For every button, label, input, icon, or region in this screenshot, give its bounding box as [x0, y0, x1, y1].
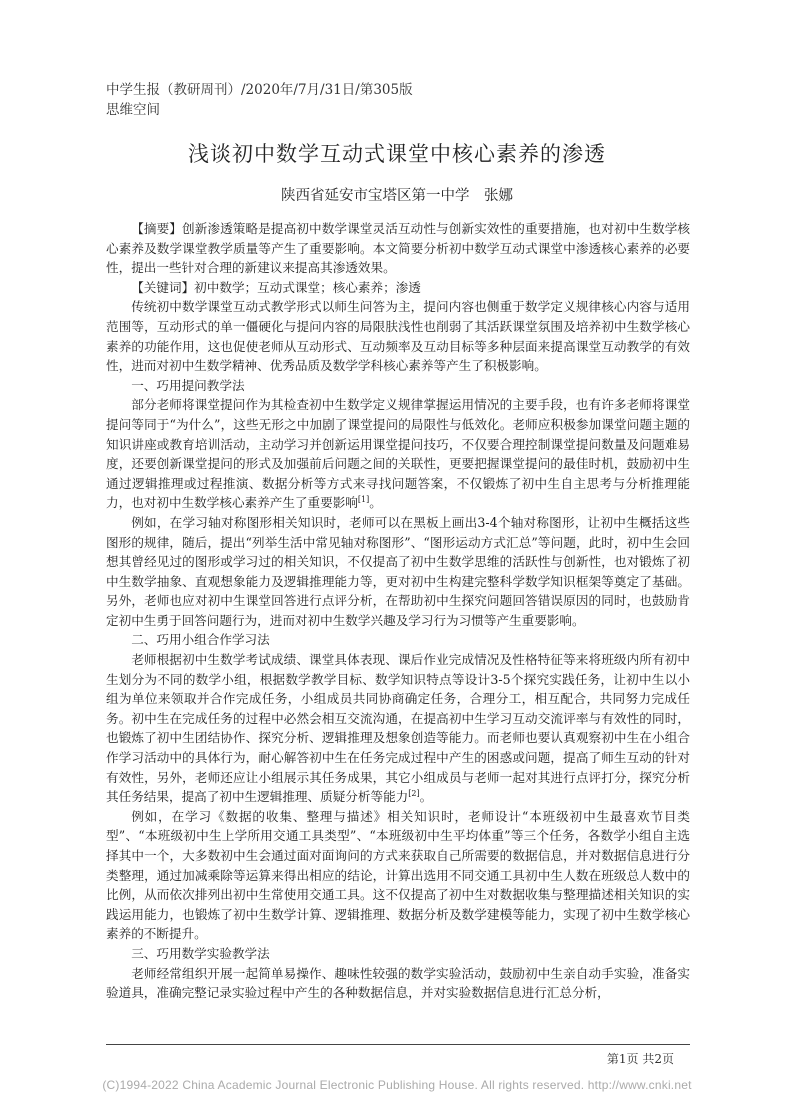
column-name: 思维空间: [106, 102, 160, 118]
paragraph-end: 。: [369, 495, 382, 511]
section-heading: 二、巧用小组合作学习法: [131, 632, 270, 648]
section-heading: 三、巧用数学实验教学法: [131, 945, 270, 961]
article-body: [106, 219, 690, 1003]
keywords: 【关键词】初中数学；互动式课堂；核心素养；渗透: [131, 279, 421, 295]
intro-paragraph: 传统初中数学课堂互动式教学形式以师生问答为主，提问内容也侧重于数学定义规律核心内容与适用范围等，互动形式的单一僵硬化与提问内容的局限肤浅性也削弱了其活跃课堂氛围及培养初中生数学核心素养的功能作用，这也促使老师从互动形式、互动频率及互动目标等多种层面来提高课堂互动教学的有效性，进而对初中生数学精神、优秀品质及数学学科核心素养等产生了积极影响。: [106, 299, 690, 374]
article-title: 浅谈初中数学互动式课堂中核心素养的渗透: [188, 142, 606, 166]
paragraph: 例如，在学习《数据的收集、整理与描述》相关知识时，老师设计“本班级初中生最喜欢节目类型”、“本班级初中生上学所用交通工具类型”、“本班级初中生平均体重”等三个任务，各数学小组自主选择其中一个，大多数初中生会通过面对面询问的方式来获取自己所需要的数据信息，并对数据信息进行分类整理，通过加减乘除等运算来得出相应的结论，计算出选用不同交通工具初中生人数在班级总人数中的比例，从而依次排列出初中生常使用交通工具。这不仅提高了初中生对数据收集与整理描述相关知识的实践运用能力，也锻炼了初中生数学计算、逻辑推理、数据分析及数学建模等能力，实现了初中生数学核心素养的不断提升。: [106, 808, 690, 942]
abstract: 【摘要】创新渗透策略是提高初中数学课堂灵活互动性与创新实效性的重要措施，也对初中生数学核心素养及数学课堂教学质量等产生了重要影响。本文简要分析初中数学互动式课堂中渗透核心素养的必要性，提出一些针对合理的新建议来提高其渗透效果。: [106, 221, 690, 276]
paragraph: 老师经常组织开展一起简单易操作、趣味性较强的数学实验活动，鼓励初中生亲自动手实验，准备实验道具，准确完整记录实验过程中产生的各种数据信息，并对实验数据信息进行汇总分析，: [106, 965, 690, 1001]
footer-divider: [106, 1044, 690, 1045]
paragraph: [106, 395, 690, 513]
paragraph-text: 老师根据初中生数学考试成绩、课堂具体表现、课后作业完成情况及性格特征等来将班级内所有初中生划分为不同的数学小组，根据数学教学目标、数学知识特点等设计3-5个探究实践任务，让初中生以小组为单位来领取并合作完成任务，小组成员共同协商确定任务，合理分工，相互配合，共同努力完成任务。初中生在完成任务的过程中必然会相互交流沟通，在提高初中生学习互动交流评率与有效性的同时，也锻炼了初中生团结协作、探究分析、逻辑推理及想象创造等能力。而老师也要认真观察初中生在小组合作学习活动中的具体行为，耐心解答初中生在任务完成过程中产生的困惑或问题，提高了师生互动的针对有效性，另外，老师还应让小组展示其任务成果，其它小组成员与老师一起对其进行点评打分，探究分析其任务结果，提高了初中生逻辑推理、质疑分析等能力: [106, 652, 690, 805]
author-line: 陕西省延安市宝塔区第一中学 张娜: [281, 188, 513, 204]
journal-header: [106, 80, 413, 120]
journal-line: 中学生报（教研周刊）/2020年/7月/31日/第305版: [106, 82, 413, 98]
citation-ref: [1]: [357, 495, 370, 505]
copyright-footer: (C)1994-2022 China Academic Journal Electronic Publishing House. All rights reserved. http://www.cnki.net: [102, 1078, 692, 1092]
paragraph: 例如，在学习轴对称图形相关知识时，老师可以在黑板上画出3-4个轴对称图形，让初中生概括这些图形的规律，随后，提出“列举生活中常见轴对称图形”、“图形运动方式汇总”等问题，此时，初中生会回想其曾经见过的图形或学习过的相关知识，不仅提高了初中生数学思维的活跃性与创新性，也对锻炼了初中生数学抽象、直观想象能力及逻辑推理能力等，更对初中生构建完整科学数学知识框架等奠定了基础。另外，老师也应对初中生课堂回答进行点评分析，在帮助初中生探究问题回答错误原因的同时，也鼓励肯定初中生勇于回答问题行为，进而对初中生数学兴趣及学习行为习惯等产生重要影响。: [106, 514, 690, 628]
page-number: 第1页 共2页: [606, 1052, 674, 1066]
paragraph-end: 。: [419, 789, 433, 805]
paragraph: [106, 650, 690, 807]
citation-ref: [2]: [408, 789, 420, 799]
paragraph-text: 部分老师将课堂提问作为其检查初中生数学定义规律掌握运用情况的主要手段，也有许多老师将课堂提问等同于“为什么”，这些无形之中加剧了课堂提问的局限性与低效化。老师应积极参加课堂问题主题的知识讲座或教育培训活动，主动学习并创新运用课堂提问技巧，不仅要合理控制课堂提问数量及问题难易度，还要创新课堂提问的形式及加强前后问题之间的关联性，更要把握课堂提问的最佳时机，鼓励初中生通过逻辑推理或过程推演、数据分析等方式来寻找问题答案，不仅锻炼了初中生自主思考与分析推理能力，也对初中生数学核心素养产生了重要影响: [106, 397, 690, 511]
section-heading: 一、巧用提问教学法: [131, 377, 245, 393]
